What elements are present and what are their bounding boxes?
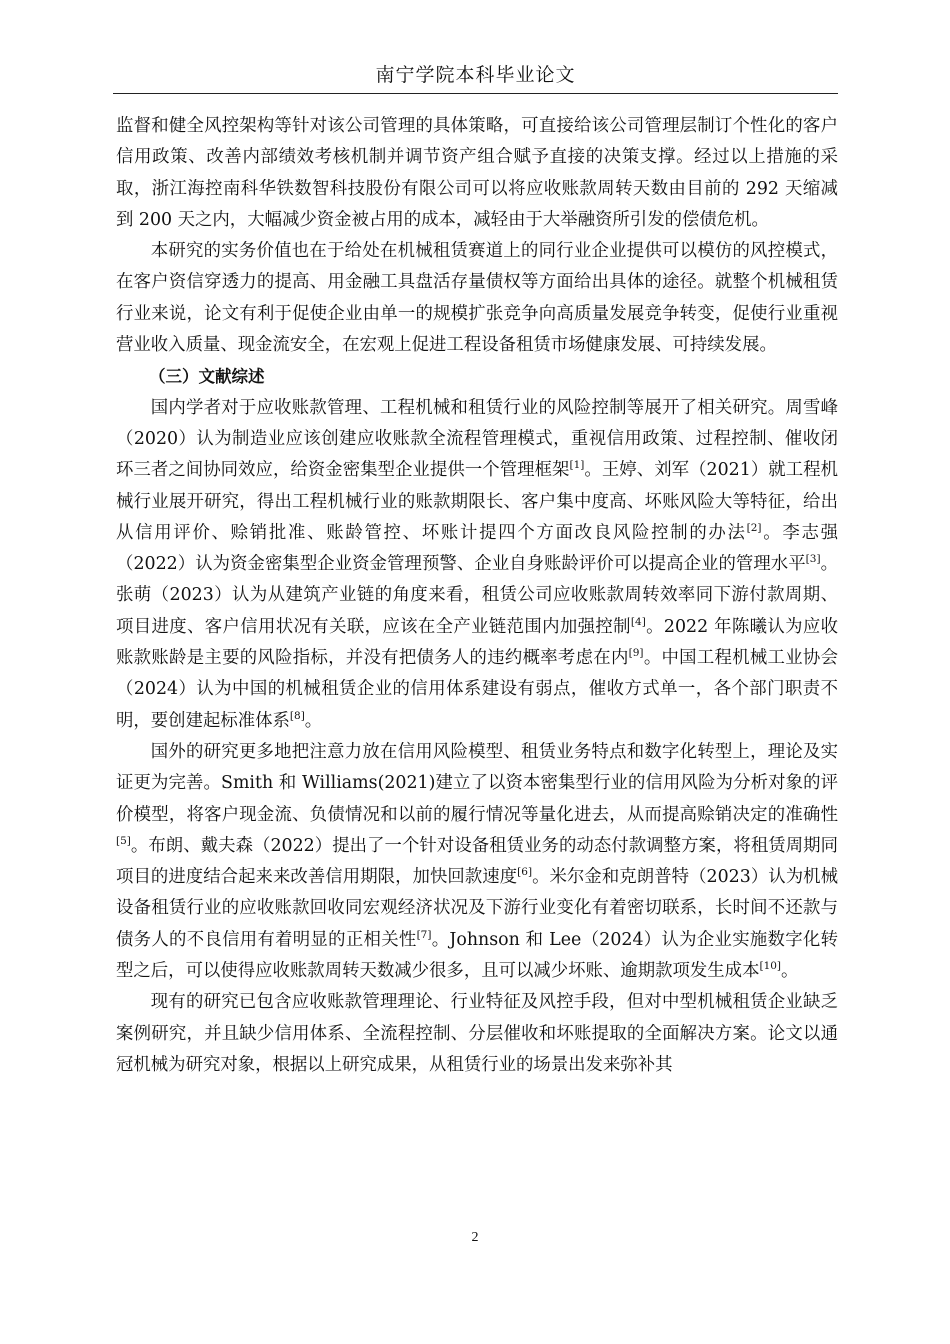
text-span: 国外的研究更多地把注意力放在信用风险模型、租赁业务特点和数字化转型上，理论及实证更为完善。Smith 和 Williams(2021)建立了以资本密集型行业的信用风险为分析对象的评价模型，将客户现金流、负债情况和以前的履行情况等量化进去，从而提高赊销决定的准确性 [116,741,838,825]
citation-ref: [9] [628,647,644,660]
text-span: 。王婷、刘军（2021）就工程机械行业展开研究，得出工程机械行业的账款期限长、客户集中度高、坏账风险大等特征，给出从信用评价、赊销批准、账龄管控、坏账计提四个方面改良风险控制的办法 [116,460,838,543]
text-span: 。中国工程机械工业协会（2024）认为中国的机械租赁企业的信用体系建设有弱点，催收方式单一，各个部门职责不明，要创建起标准体系 [116,648,838,731]
text-span: 国内学者对于应收账款管理、工程机械和租赁行业的风险控制等展开了相关研究。周雪峰（2020）认为制造业应该创建应收账款全流程管理模式，重视信用政策、过程控制、催收闭环三者之间协同效应，给资金密集型企业提供一个管理框架 [116,397,838,481]
section-heading-literature-review: （三）文献综述 [149,367,265,387]
text-span: 。李志强（2022）认为资金密集型企业资金管理预警、企业自身账龄评价可以提高企业的管理水平 [116,522,838,575]
citation-ref: [2] [746,522,762,535]
citation-ref: [1] [569,459,585,472]
text-span: 。 [781,961,799,982]
citation-ref: [3] [805,553,821,566]
citation-ref: [8] [289,709,305,722]
text-span: 。Johnson 和 Lee（2024）认为企业实施数字化转型之后，可以使得应收账款周转天数减少很多，且可以减少坏账、逾期款项发生成本 [116,929,838,982]
citation-ref: [10] [759,960,782,973]
running-header: 南宁学院本科毕业论文 [375,64,576,86]
body-text [116,111,838,1081]
text-span: 。2022 年陈曦认为应收账款账龄是主要的风险指标，并没有把债务人的违约概率考虑在内 [116,616,838,669]
page-number: 2 [471,1230,479,1245]
paragraph-domestic-research [116,393,838,737]
citation-ref: [5] [116,835,131,848]
paragraph-research-gap: 现有的研究已包含应收账款管理理论、行业特征及风控手段，但对中型机械租赁企业缺乏案例研究，并且缺少信用体系、全流程控制、分层催收和坏账提取的全面解决方案。论文以通冠机械为研究对象，根据以上研究成果，从租赁行业的场景出发来弥补其 [116,992,838,1075]
text-span: 。布朗、戴夫森（2022）提出了一个针对设备租赁业务的动态付款调整方案，将租赁周期同项目的进度结合起来来改善信用期限，加快回款速度 [116,835,838,888]
paragraph-practical-value: 本研究的实务价值也在于给处在机械租赁赛道上的同行业企业提供可以模仿的风控模式，在客户资信穿透力的提高、用金融工具盘活存量债权等方面给出具体的途径。就整个机械租赁行业来说，论文有利于促使企业由单一的规模扩张竞争向高质量发展竞争转变，促使行业重视营业收入质量、现金流安全，在宏观上促进工程设备租赁市场健康发展、可持续发展。 [116,241,838,356]
paragraph-continued: 监督和健全风控架构等针对该公司管理的具体策略，可直接给该公司管理层制订个性化的客户信用政策、改善内部绩效考核机制并调节资产组合赋予直接的决策支撑。经过以上措施的采取，浙江海控南科华铁数智科技股份有限公司可以将应收账款周转天数由目前的 292 天缩减到 200 天之内，大幅减少资金被占用的成本，减轻由于大举融资所引发的偿债危机。 [116,116,838,230]
header-rule [113,93,838,94]
citation-ref: [7] [416,928,432,941]
citation-ref: [6] [517,866,533,879]
text-span: 。米尔金和克朗普特（2023）认为机械设备租赁行业的应收账款回收同宏观经济状况及下游行业变化有着密切联系，长时间不还款与债务人的不良信用有着明显的正相关性 [116,867,838,950]
text-span: 。 [304,710,323,731]
text-span: 。张萌（2023）认为从建筑产业链的角度来看，租赁公司应收账款周转效率同下游付款周期、项目进度、客户信用状况有关联，应该在全产业链范围内加强控制 [116,554,838,637]
paragraph-foreign-research [116,737,838,987]
citation-ref: [4] [630,615,646,628]
